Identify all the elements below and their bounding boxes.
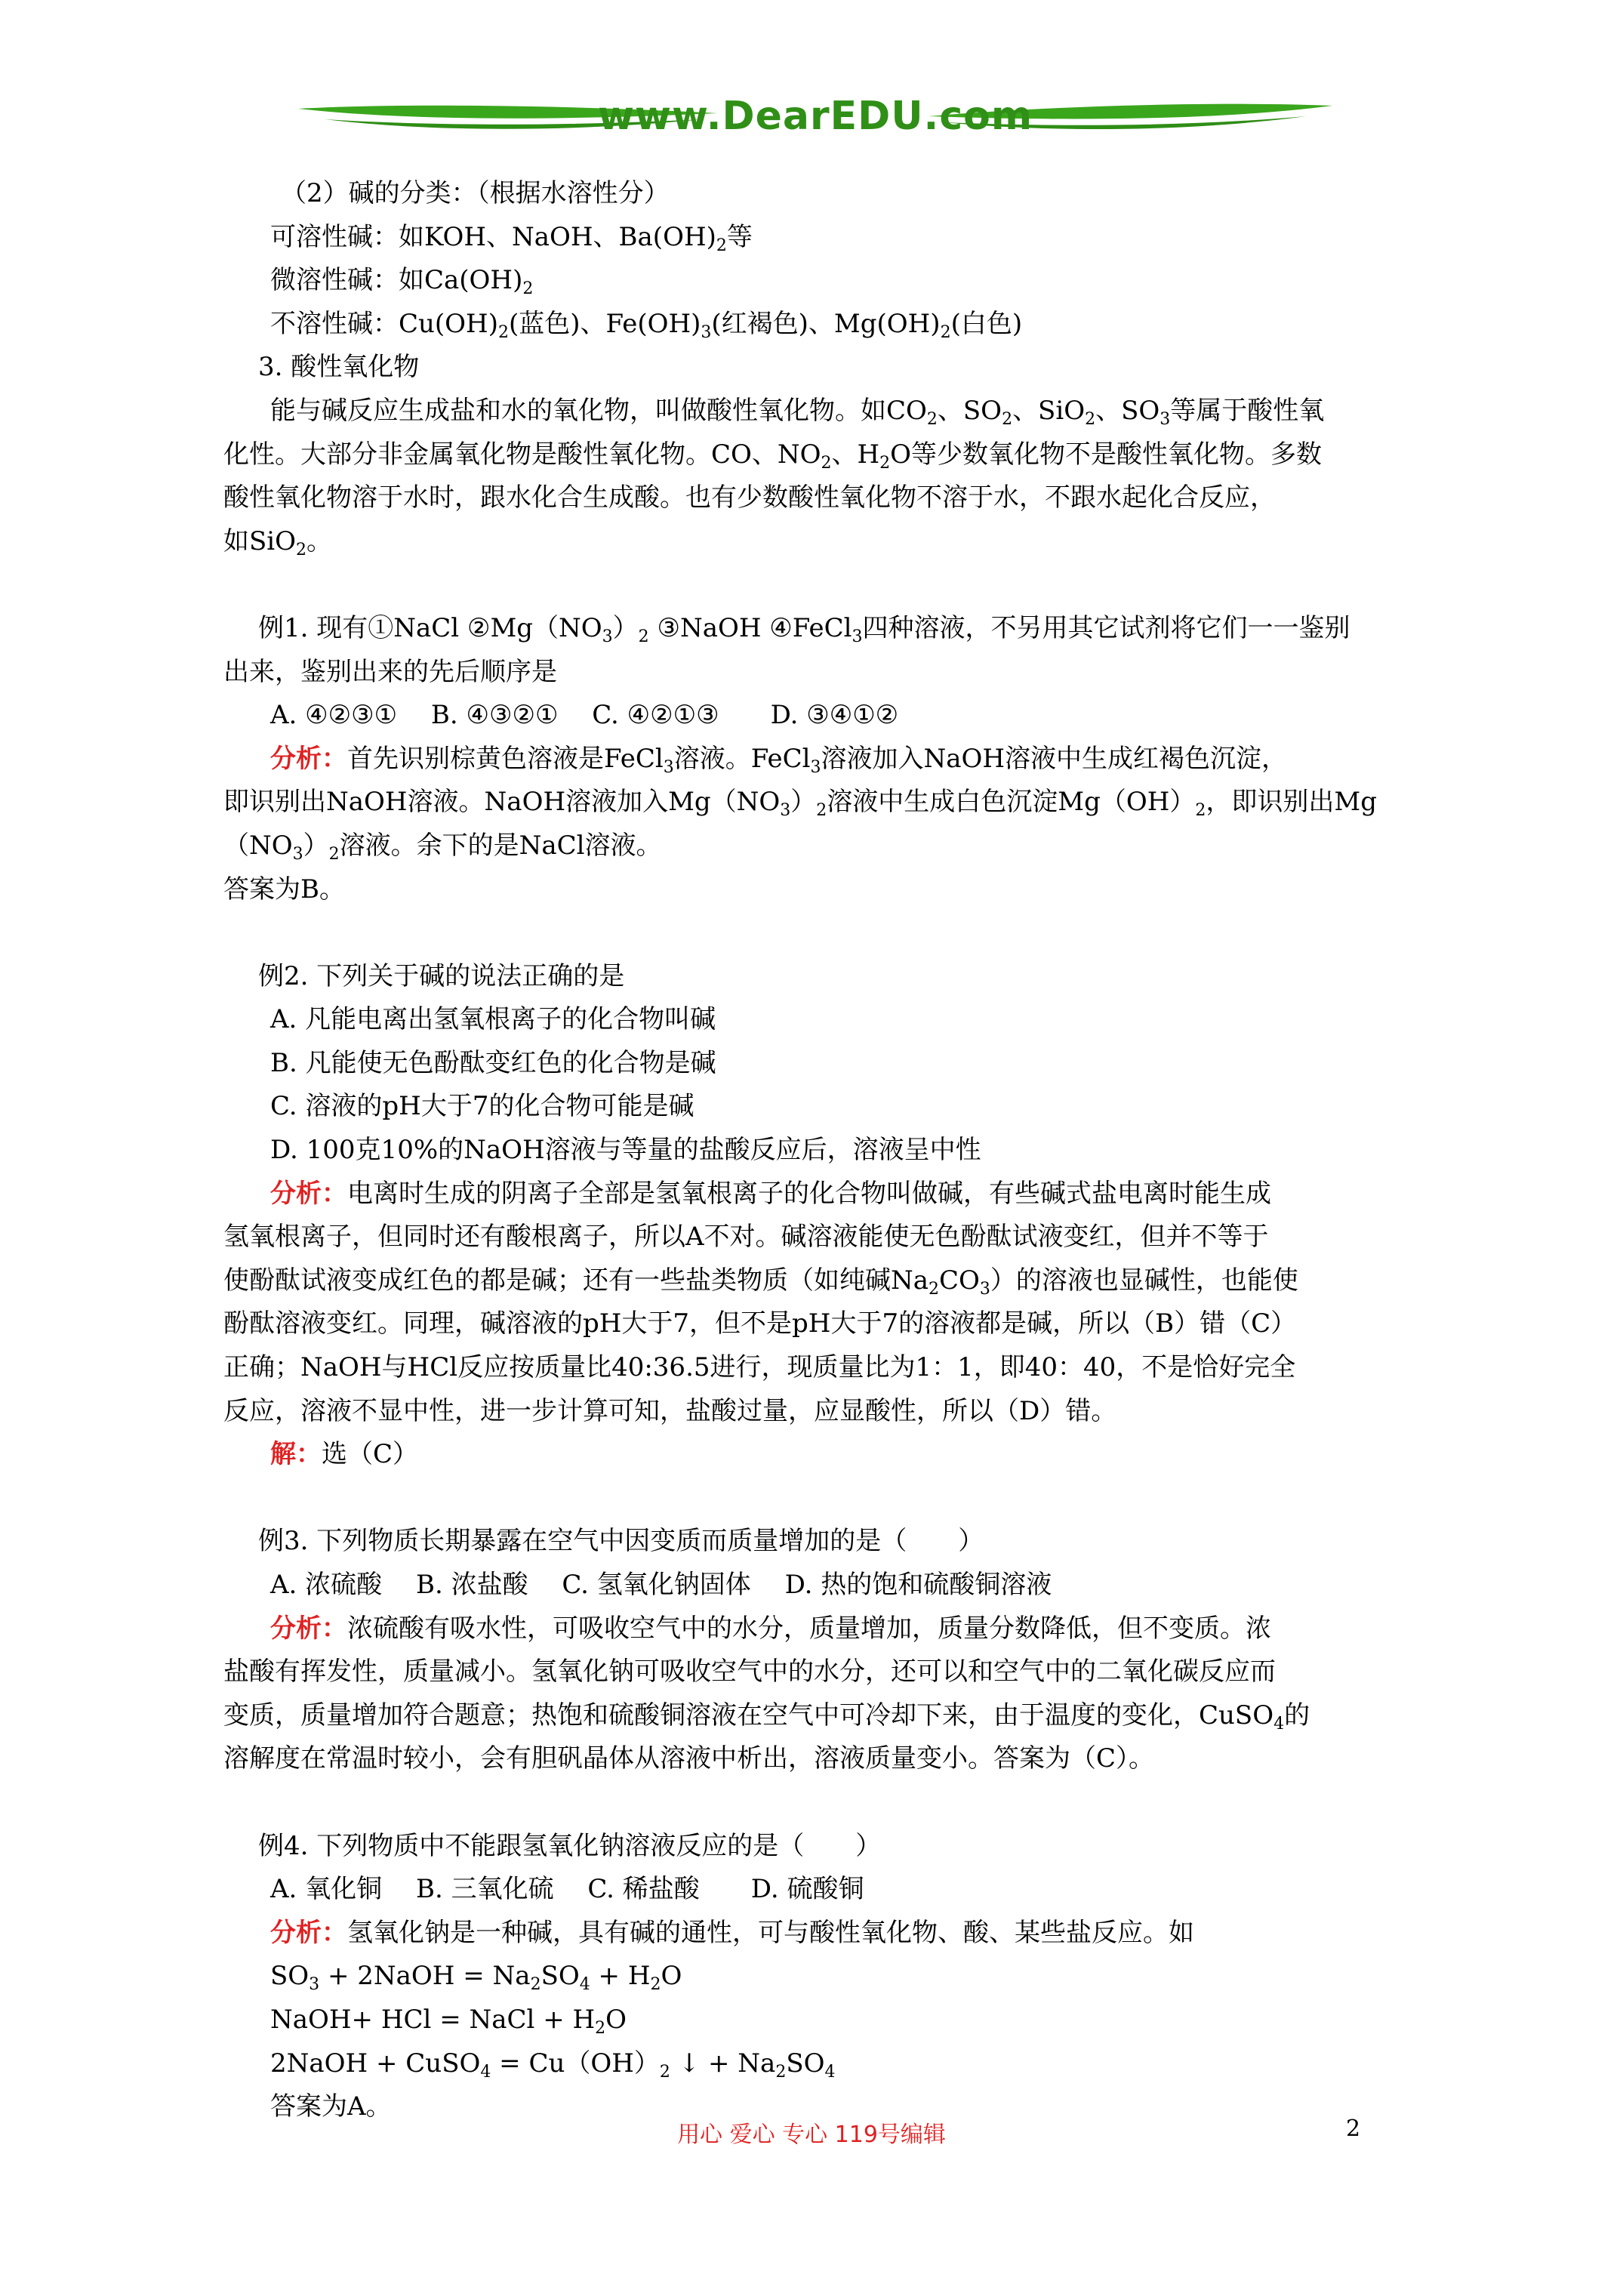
text-run: 例4. 下列物质中不能跟氢氧化钠溶液反应的是（ ） bbox=[258, 1830, 882, 1861]
text-run: 例1. 现有①NaCl ②Mg（NO bbox=[258, 612, 602, 643]
subscript: 3 bbox=[852, 627, 863, 646]
text-line bbox=[223, 1955, 1416, 1999]
text-line bbox=[223, 1302, 1416, 1346]
text-line bbox=[223, 1694, 1416, 1738]
subscript: 2 bbox=[638, 627, 649, 646]
text-run: 浓硫酸有吸水性，可吸收空气中的水分，质量增加，质量分数降低，但不变质。浓 bbox=[347, 1613, 1271, 1644]
text-line bbox=[223, 1650, 1416, 1694]
document-body bbox=[223, 172, 1416, 2129]
footer-note: 用心 爱心 专心 119号编辑 bbox=[677, 2122, 946, 2148]
text-line bbox=[223, 346, 1416, 390]
text-run: 微溶性碱：如Ca(OH) bbox=[270, 265, 523, 296]
text-run: + 2NaOH = Na bbox=[319, 1961, 531, 1992]
text-run: 的 bbox=[1284, 1700, 1310, 1730]
subscript: 3 bbox=[810, 757, 821, 777]
text-run: 、H bbox=[831, 439, 880, 470]
text-run: A. 浓硫酸 B. 浓盐酸 C. 氢氧化钠固体 D. 热的饱和硫酸铜溶液 bbox=[270, 1570, 1052, 1600]
text-run: 、SO bbox=[937, 395, 1002, 426]
text-run: 等属于酸性氧 bbox=[1170, 395, 1325, 426]
blank-line bbox=[223, 563, 1416, 607]
text-line bbox=[223, 1390, 1416, 1434]
subscript: 3 bbox=[309, 1975, 320, 1995]
subscript: 2 bbox=[879, 453, 891, 473]
text-line bbox=[223, 1912, 1416, 1955]
subscript: 2 bbox=[926, 409, 938, 429]
text-run: 反应，溶液不显中性，进一步计算可知，盐酸过量，应显酸性，所以（D）错。 bbox=[223, 1395, 1117, 1426]
text-line bbox=[223, 476, 1416, 520]
text-run: 答案为A。 bbox=[270, 2091, 392, 2122]
text-line bbox=[223, 303, 1416, 347]
text-run: 可溶性碱：如KOH、NaOH、Ba(OH) bbox=[270, 221, 716, 252]
text-run: （2）碱的分类：（根据水溶性分） bbox=[281, 178, 670, 208]
text-run: 氢氧根离子，但同时还有酸根离子，所以A不对。碱溶液能使无色酚酞试液变红，但并不等于 bbox=[223, 1222, 1269, 1253]
text-run: 选（C） bbox=[322, 1439, 419, 1470]
text-run: 等 bbox=[726, 221, 753, 252]
text-run: ） bbox=[612, 612, 639, 643]
text-line bbox=[223, 1216, 1416, 1259]
text-run: ③NaOH ④FeCl bbox=[648, 612, 852, 643]
text-run: SO bbox=[540, 1961, 580, 1992]
subscript: 3 bbox=[602, 627, 613, 646]
text-run: 3. 酸性氧化物 bbox=[258, 352, 420, 383]
text-run: 即识别出NaOH溶液。NaOH溶液加入Mg（NO bbox=[223, 787, 781, 818]
text-run: 变质，质量增加符合题意；热饱和硫酸铜溶液在空气中可冷却下来，由于温度的变化，CuSO bbox=[223, 1700, 1274, 1730]
subscript: 2 bbox=[1002, 409, 1013, 429]
subscript: 2 bbox=[929, 1279, 940, 1299]
page-header bbox=[294, 89, 1336, 157]
text-run: SO bbox=[786, 2048, 825, 2079]
text-run: 能与碱反应生成盐和水的氧化物，叫做酸性氧化物。如CO bbox=[270, 395, 927, 426]
analysis-label: 分析： bbox=[270, 1917, 347, 1948]
text-line bbox=[223, 1868, 1416, 1912]
text-run: D. 100克10%的NaOH溶液与等量的盐酸反应后，溶液呈中性 bbox=[270, 1135, 981, 1166]
text-line bbox=[223, 824, 1416, 868]
text-run: B. 凡能使无色酚酞变红色的化合物是碱 bbox=[270, 1047, 716, 1078]
analysis-label: 分析： bbox=[270, 1178, 347, 1209]
text-line bbox=[223, 520, 1416, 564]
text-run: 盐酸有挥发性，质量减小。氢氧化钠可吸收空气中的水分，还可以和空气中的二氧化碳反应而 bbox=[223, 1657, 1276, 1687]
text-run: 、SiO bbox=[1012, 395, 1086, 426]
text-line bbox=[223, 1042, 1416, 1086]
analysis-label: 分析： bbox=[270, 1613, 347, 1644]
text-run: A. 凡能电离出氢氧根离子的化合物叫碱 bbox=[270, 1004, 716, 1035]
text-run: O等少数氧化物不是酸性氧化物。多数 bbox=[890, 439, 1323, 470]
subscript: 2 bbox=[296, 540, 307, 559]
text-run: A. 氧化铜 B. 三氧化硫 C. 稀盐酸 D. 硫酸铜 bbox=[270, 1874, 864, 1905]
subscript: 2 bbox=[775, 2062, 787, 2082]
subscript: 2 bbox=[522, 279, 534, 299]
text-line bbox=[223, 1259, 1416, 1303]
blank-line bbox=[223, 911, 1416, 955]
subscript: 2 bbox=[595, 2018, 606, 2038]
text-run: 首先识别棕黄色溶液是FeCl bbox=[347, 743, 664, 774]
blank-line bbox=[223, 1477, 1416, 1521]
text-run: 溶解度在常温时较小，会有胆矾晶体从溶液中析出，溶液质量变小。答案为（C）。 bbox=[223, 1743, 1155, 1774]
text-run: (红褐色)、Mg(OH) bbox=[711, 308, 941, 339]
page-number: 2 bbox=[1346, 2116, 1361, 2142]
text-line bbox=[223, 1737, 1416, 1781]
subscript: 3 bbox=[701, 322, 712, 342]
site-name[interactable]: www.DearEDU.com bbox=[597, 94, 1033, 139]
text-run: 四种溶液，不另用其它试剂将它们一一鉴别 bbox=[862, 612, 1350, 643]
text-line bbox=[223, 738, 1416, 781]
text-run: 。 bbox=[306, 525, 333, 556]
text-line bbox=[223, 433, 1416, 477]
text-run: O bbox=[605, 2004, 627, 2035]
text-line bbox=[223, 1085, 1416, 1129]
text-line bbox=[223, 651, 1416, 695]
subscript: 2 bbox=[821, 453, 832, 473]
text-line bbox=[223, 607, 1416, 651]
text-line bbox=[223, 2042, 1416, 2086]
text-run: 正确；NaOH与HCl反应按质量比40:36.5进行，现质量比为1：1，即40：40，不是恰好完全 bbox=[223, 1352, 1296, 1383]
text-run: (白色) bbox=[950, 308, 1023, 339]
text-run: 出来，鉴别出来的先后顺序是 bbox=[223, 656, 557, 687]
analysis-label: 分析： bbox=[270, 743, 347, 774]
subscript: 3 bbox=[292, 844, 303, 864]
text-run: C. 溶液的pH大于7的化合物可能是碱 bbox=[270, 1091, 694, 1122]
text-run: （NO bbox=[223, 830, 293, 861]
text-line bbox=[223, 1433, 1416, 1477]
subscript: 3 bbox=[1160, 409, 1171, 429]
text-run: 使酚酞试液变成红色的都是碱；还有一些盐类物质（如纯碱Na bbox=[223, 1265, 929, 1296]
text-run: ） bbox=[790, 787, 817, 818]
text-run: CO bbox=[939, 1265, 980, 1296]
subscript: 4 bbox=[480, 2062, 491, 2082]
text-run: ）的溶液也显碱性，也能使 bbox=[990, 1265, 1298, 1296]
subscript: 2 bbox=[816, 801, 827, 821]
subscript: 4 bbox=[824, 2062, 836, 2082]
page-footer bbox=[0, 2116, 1623, 2146]
text-run: 例3. 下列物质长期暴露在空气中因变质而质量增加的是（ ） bbox=[258, 1526, 984, 1557]
text-run: 例2. 下列关于碱的说法正确的是 bbox=[258, 960, 625, 991]
text-line bbox=[223, 1129, 1416, 1173]
text-run: 、SO bbox=[1095, 395, 1160, 426]
text-line bbox=[223, 1999, 1416, 2042]
subscript: 2 bbox=[497, 322, 509, 342]
text-run: NaOH+ HCl = NaCl + H bbox=[270, 2004, 596, 2035]
text-line bbox=[223, 172, 1416, 216]
text-line bbox=[223, 868, 1416, 912]
text-run: 如SiO bbox=[223, 525, 297, 556]
text-line bbox=[223, 390, 1416, 433]
subscript: 4 bbox=[579, 1975, 590, 1995]
text-line bbox=[223, 259, 1416, 303]
subscript: 2 bbox=[1085, 409, 1096, 429]
text-run: 不溶性碱：Cu(OH) bbox=[270, 308, 498, 339]
analysis-label: 解： bbox=[270, 1439, 322, 1470]
text-run: ） bbox=[303, 830, 329, 861]
subscript: 2 bbox=[716, 236, 727, 255]
text-run: 2NaOH + CuSO bbox=[270, 2048, 481, 2079]
text-run: + H bbox=[590, 1961, 651, 1992]
text-run: 答案为B。 bbox=[223, 874, 345, 905]
text-run: 溶液中生成白色沉淀Mg（OH） bbox=[827, 787, 1196, 818]
text-run: SO bbox=[270, 1961, 310, 1992]
text-line bbox=[223, 1564, 1416, 1607]
subscript: 4 bbox=[1273, 1714, 1285, 1734]
subscript: 2 bbox=[530, 1975, 541, 1995]
text-run: 氢氧化钠是一种碱，具有碱的通性，可与酸性氧化物、酸、某些盐反应。如 bbox=[347, 1917, 1194, 1948]
text-run: 酚酞溶液变红。同理，碱溶液的pH大于7，但不是pH大于7的溶液都是碱，所以（B）错（C） bbox=[223, 1308, 1297, 1339]
text-line bbox=[223, 1607, 1416, 1651]
text-line bbox=[223, 1346, 1416, 1390]
text-line bbox=[223, 216, 1416, 260]
text-line bbox=[223, 1173, 1416, 1216]
text-line bbox=[223, 1520, 1416, 1564]
text-line bbox=[223, 998, 1416, 1042]
text-line bbox=[223, 694, 1416, 738]
text-run: ，即识别出Mg bbox=[1206, 787, 1377, 818]
text-run: 溶液。余下的是NaCl溶液。 bbox=[339, 830, 662, 861]
subscript: 3 bbox=[780, 801, 791, 821]
subscript: 2 bbox=[1195, 801, 1206, 821]
text-run: 化性。大部分非金属氧化物是酸性氧化物。CO、NO bbox=[223, 439, 821, 470]
text-run: A. ④②③① B. ④③②① C. ④②①③ D. ③④①② bbox=[270, 700, 899, 731]
text-run: O bbox=[661, 1961, 682, 1992]
text-run: ↓ + Na bbox=[670, 2048, 776, 2079]
subscript: 2 bbox=[650, 1975, 661, 1995]
text-line bbox=[223, 781, 1416, 824]
text-run: 酸性氧化物溶于水时，跟水化合生成酸。也有少数酸性氧化物不溶于水，不跟水起化合反应， bbox=[223, 482, 1276, 513]
text-line bbox=[223, 1825, 1416, 1869]
subscript: 3 bbox=[979, 1279, 990, 1299]
text-line bbox=[223, 955, 1416, 999]
text-run: 电离时生成的阴离子全部是氢氧根离子的化合物叫做碱，有些碱式盐电离时能生成 bbox=[347, 1178, 1271, 1209]
subscript: 2 bbox=[328, 844, 340, 864]
blank-line bbox=[223, 1781, 1416, 1825]
text-run: (蓝色)、Fe(OH) bbox=[508, 308, 701, 339]
subscript: 2 bbox=[659, 2062, 670, 2082]
subscript: 3 bbox=[663, 757, 674, 777]
text-run: 溶液。FeCl bbox=[673, 743, 811, 774]
text-run: 溶液加入NaOH溶液中生成红褐色沉淀， bbox=[821, 743, 1288, 774]
text-run: = Cu（OH） bbox=[491, 2048, 660, 2079]
subscript: 2 bbox=[940, 322, 951, 342]
